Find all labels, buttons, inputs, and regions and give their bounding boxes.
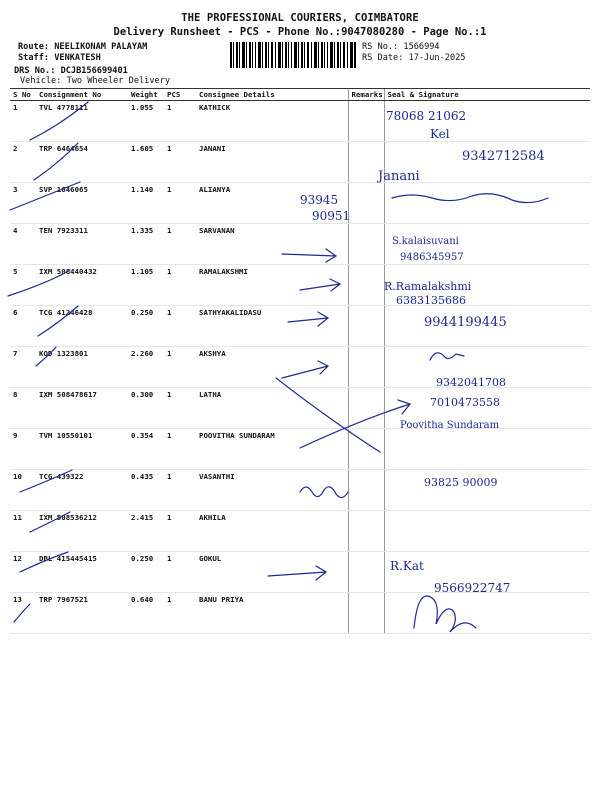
pcs-cell: 1 xyxy=(164,101,196,142)
remarks-cell xyxy=(348,511,384,552)
drs-number: DRS No.: DCJB156699401 xyxy=(14,66,128,76)
signature-cell xyxy=(384,101,590,142)
pcs-cell: 1 xyxy=(164,429,196,470)
pcs-cell: 1 xyxy=(164,224,196,265)
remarks-cell xyxy=(348,183,384,224)
signature-cell xyxy=(384,552,590,593)
remarks-cell xyxy=(348,224,384,265)
sno-cell: 7 xyxy=(10,347,36,388)
pcs-cell: 1 xyxy=(164,511,196,552)
consignment-cell: TCG 439322 xyxy=(36,470,128,511)
remarks-cell xyxy=(348,142,384,183)
handwritten-text: R.Ramalakshmi xyxy=(384,280,472,293)
consignee-cell: KATHICK xyxy=(196,101,348,142)
weight-cell: 0.640 xyxy=(128,593,164,634)
table-row xyxy=(10,306,590,347)
consignee-cell: LATHA xyxy=(196,388,348,429)
col-pcs: PCS xyxy=(164,89,196,101)
weight-cell: 2.415 xyxy=(128,511,164,552)
col-consignment: Consignment No xyxy=(36,89,128,101)
remarks-cell xyxy=(348,470,384,511)
weight-cell: 0.354 xyxy=(128,429,164,470)
weight-cell: 1.105 xyxy=(128,265,164,306)
pcs-cell: 1 xyxy=(164,593,196,634)
table-header-row xyxy=(10,89,590,101)
consignee-cell: JANANI xyxy=(196,142,348,183)
route-label: Route: NEELIKONAM PALAYAM xyxy=(18,42,148,52)
weight-cell: 0.250 xyxy=(128,552,164,593)
consignee-cell: VASANTHI xyxy=(196,470,348,511)
consignment-cell: IXM 508478617 xyxy=(36,388,128,429)
sno-cell: 4 xyxy=(10,224,36,265)
pcs-cell: 1 xyxy=(164,183,196,224)
sno-cell: 10 xyxy=(10,470,36,511)
table-row xyxy=(10,593,590,634)
signature-cell xyxy=(384,142,590,183)
remarks-cell xyxy=(348,388,384,429)
col-consignee: Consignee Details xyxy=(196,89,348,101)
weight-cell: 0.435 xyxy=(128,470,164,511)
consignee-cell: AKSHYA xyxy=(196,347,348,388)
consignment-cell: SVP 1646065 xyxy=(36,183,128,224)
handwritten-text: 78068 21062 xyxy=(386,109,467,123)
table-row xyxy=(10,347,590,388)
signature-cell xyxy=(384,511,590,552)
remarks-cell xyxy=(348,593,384,634)
col-weight: Weight xyxy=(128,89,164,101)
table-row xyxy=(10,224,590,265)
col-remarks: Remarks xyxy=(348,89,384,101)
table-row xyxy=(10,511,590,552)
weight-cell: 1.055 xyxy=(128,101,164,142)
pcs-cell: 1 xyxy=(164,265,196,306)
consignee-cell: BANU PRIYA xyxy=(196,593,348,634)
table-row xyxy=(10,552,590,593)
table-row xyxy=(10,470,590,511)
signature-cell xyxy=(384,470,590,511)
weight-cell: 0.250 xyxy=(128,306,164,347)
consignee-cell: SATHYAKALIDASU xyxy=(196,306,348,347)
consignee-cell: AKHILA xyxy=(196,511,348,552)
pcs-cell: 1 xyxy=(164,306,196,347)
consignee-cell: SARVANAN xyxy=(196,224,348,265)
handwritten-text: 90951 xyxy=(312,209,351,223)
remarks-cell xyxy=(348,552,384,593)
sno-cell: 11 xyxy=(10,511,36,552)
signature-cell xyxy=(384,388,590,429)
rs-date: RS Date: 17-Jun-2025 xyxy=(362,53,466,63)
barcode xyxy=(230,42,356,68)
runsheet-subtitle: Delivery Runsheet - PCS - Phone No.:9047080280 - Page No.:1 xyxy=(113,26,487,38)
col-signature: Seal & Signature xyxy=(384,89,590,101)
remarks-cell xyxy=(348,429,384,470)
handwritten-text: Poovitha Sundaram xyxy=(400,420,500,431)
sno-cell: 13 xyxy=(10,593,36,634)
consignment-cell: TCG 41246428 xyxy=(36,306,128,347)
consignment-cell: KOD 1323801 xyxy=(36,347,128,388)
handwritten-text: 7010473558 xyxy=(430,396,500,409)
company-title: THE PROFESSIONAL COURIERS, COIMBATORE xyxy=(181,12,419,24)
consignment-cell: TRP 7967521 xyxy=(36,593,128,634)
consignment-cell: TVM 10550101 xyxy=(36,429,128,470)
col-sno: S No xyxy=(10,89,36,101)
consignment-cell: TRP 6464654 xyxy=(36,142,128,183)
handwritten-text: 6383135686 xyxy=(396,294,466,307)
table-row xyxy=(10,429,590,470)
pcs-cell: 1 xyxy=(164,347,196,388)
remarks-cell xyxy=(348,347,384,388)
sno-cell: 3 xyxy=(10,183,36,224)
handwritten-text: Janani xyxy=(378,169,420,184)
remarks-cell xyxy=(348,306,384,347)
weight-cell: 2.260 xyxy=(128,347,164,388)
consignment-cell: TEN 7923311 xyxy=(36,224,128,265)
sno-cell: 8 xyxy=(10,388,36,429)
pcs-cell: 1 xyxy=(164,470,196,511)
pcs-cell: 1 xyxy=(164,552,196,593)
consignment-cell: DBL 415445415 xyxy=(36,552,128,593)
weight-cell: 1.140 xyxy=(128,183,164,224)
handwritten-text: S.kalaisuvani xyxy=(392,236,459,247)
table-row xyxy=(10,101,590,142)
signature-cell xyxy=(384,224,590,265)
sno-cell: 2 xyxy=(10,142,36,183)
signature-cell xyxy=(384,265,590,306)
rs-number: RS No.: 1566994 xyxy=(362,42,440,52)
handwritten-text: 9342712584 xyxy=(462,149,545,164)
weight-cell: 0.300 xyxy=(128,388,164,429)
consignment-cell: TVL 4778111 xyxy=(36,101,128,142)
pcs-cell: 1 xyxy=(164,142,196,183)
remarks-cell xyxy=(348,265,384,306)
consignee-cell: RAMALAKSHMI xyxy=(196,265,348,306)
consignee-cell: POOVITHA SUNDARAM xyxy=(196,429,348,470)
handwritten-text: 9486345957 xyxy=(400,252,464,263)
handwritten-text: R.Kat xyxy=(390,559,424,573)
sno-cell: 1 xyxy=(10,101,36,142)
sno-cell: 9 xyxy=(10,429,36,470)
weight-cell: 1.605 xyxy=(128,142,164,183)
handwritten-text: 9944199445 xyxy=(424,315,507,330)
table-row xyxy=(10,388,590,429)
handwritten-text: 9342041708 xyxy=(436,376,506,389)
weight-cell: 1.335 xyxy=(128,224,164,265)
pcs-cell: 1 xyxy=(164,388,196,429)
sno-cell: 6 xyxy=(10,306,36,347)
signature-cell xyxy=(384,429,590,470)
remarks-cell xyxy=(348,101,384,142)
handwritten-text: 9566922747 xyxy=(434,581,511,595)
table-row xyxy=(10,265,590,306)
staff-label: Staff: VENKATESH xyxy=(18,53,101,63)
signature-cell xyxy=(384,183,590,224)
vehicle-label: Vehicle: Two Wheeler Delivery xyxy=(20,76,171,86)
handwritten-text: Kel xyxy=(430,127,450,141)
signature-cell xyxy=(384,593,590,634)
table-row xyxy=(10,183,590,224)
consignment-cell: IXM 508536212 xyxy=(36,511,128,552)
handwritten-text: 93945 xyxy=(300,193,339,207)
signature-cell xyxy=(384,306,590,347)
signature-cell xyxy=(384,347,590,388)
sno-cell: 5 xyxy=(10,265,36,306)
table-row xyxy=(10,142,590,183)
handwritten-text: 93825 90009 xyxy=(424,476,498,489)
consignee-cell: ALIANYA xyxy=(196,183,348,224)
consignee-cell: GOKUL xyxy=(196,552,348,593)
sno-cell: 12 xyxy=(10,552,36,593)
delivery-table xyxy=(10,88,590,634)
consignment-cell: IXM 508440432 xyxy=(36,265,128,306)
